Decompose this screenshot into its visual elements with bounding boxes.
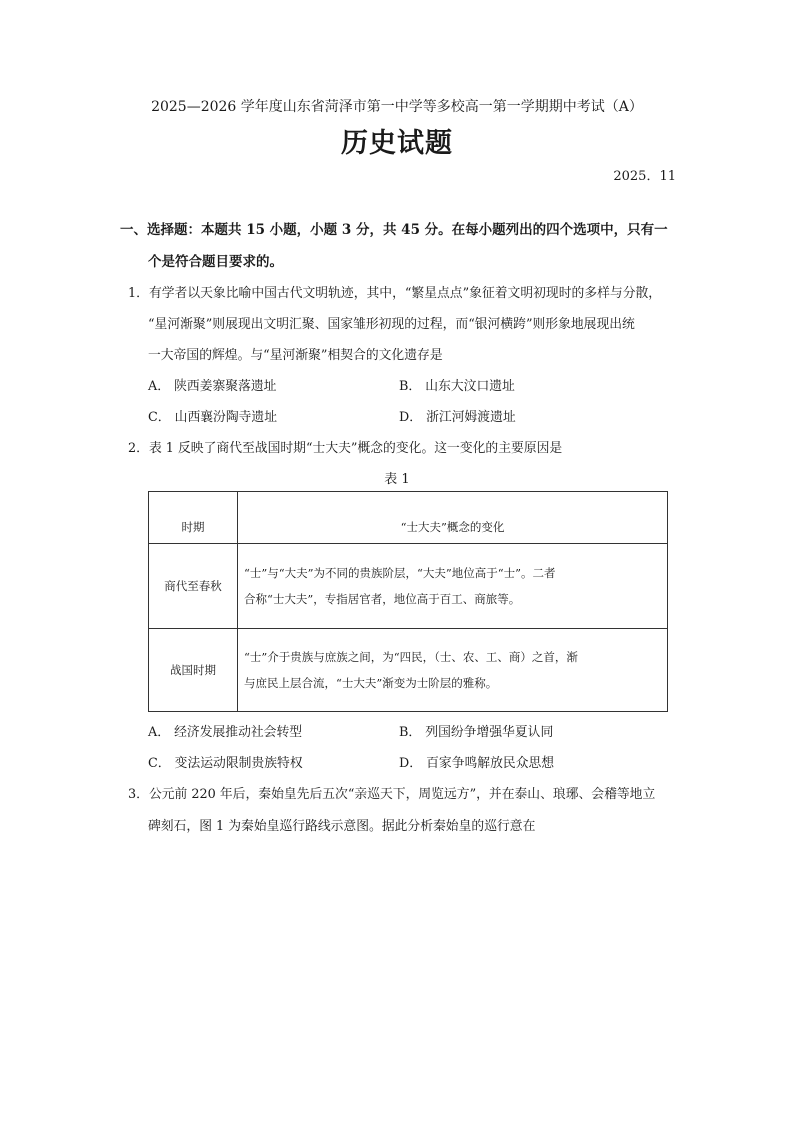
- section-heading-line2: 个是符合题目要求的。: [148, 254, 283, 270]
- question-1-option-c: C． 山西襄汾陶寺遗址: [148, 410, 278, 425]
- table-cell-text-line: 合称“士大夫”，专指居官者，地位高于百工、商旅等。: [244, 592, 521, 606]
- question-2-option-a: A． 经济发展推动社会转型: [148, 725, 303, 740]
- exam-date: 2025．11: [613, 169, 676, 184]
- table-cell-text-line: “士”与“大夫”为不同的贵族阶层，“大夫”地位高于“士”。二者: [244, 566, 556, 580]
- question-2-line1: 2．表 1 反映了商代至战国时期“士大夫”概念的变化。这一变化的主要原因是: [128, 441, 563, 456]
- table-head-period: 时期: [149, 492, 238, 544]
- question-1-line2: “星河渐聚”则展现出文明汇聚、国家雏形初现的过程，而“银河横跨”则形象地展现出统: [148, 317, 635, 332]
- table-header-row: [149, 492, 668, 544]
- question-2-option-b: B． 列国纷争增强华夏认同: [399, 725, 554, 740]
- exam-header: 2025—2026 学年度山东省菏泽市第一中学等多校高一第一学期期中考试（A）: [151, 99, 643, 115]
- question-1-line3: 一大帝国的辉煌。与“星河渐聚”相契合的文化遗存是: [148, 348, 443, 363]
- table-cell-text-line: “士”介于贵族与庶族之间，为“四民，（士、农、工、商）之首，渐: [244, 650, 578, 664]
- question-1-line1: 1．有学者以天象比喻中国古代文明轨迹，其中，“繁星点点”象征着文明初现时的多样与分散，: [128, 286, 662, 301]
- question-1-option-b: B． 山东大汶口遗址: [399, 379, 515, 394]
- table-cell-change: [238, 544, 668, 629]
- question-2-option-d: D． 百家争鸣解放民众思想: [399, 756, 555, 771]
- table-head-change: “士大夫”概念的变化: [238, 492, 668, 544]
- question-1-option-d: D． 浙江河姆渡遗址: [399, 410, 516, 425]
- table-caption: 表 1: [384, 472, 410, 487]
- table-1: [148, 491, 668, 712]
- table-cell-period: 战国时期: [149, 629, 238, 712]
- table-cell-text-line: 与庶民上层合流，“士大夫”渐变为士阶层的雅称。: [244, 676, 498, 690]
- page-title: 历史试题: [341, 128, 453, 159]
- question-2-option-c: C． 变法运动限制贵族特权: [148, 756, 303, 771]
- table-cell-period: 商代至春秋: [149, 544, 238, 629]
- question-3-line1: 3．公元前 220 年后，秦始皇先后五次“亲巡天下，周览远方”，并在泰山、琅琊、会稽等地立: [128, 787, 656, 802]
- question-3-line2: 碑刻石，图 1 为秦始皇巡行路线示意图。据此分析秦始皇的巡行意在: [148, 819, 536, 834]
- question-1-option-a: A． 陕西姜寨聚落遗址: [148, 379, 277, 394]
- table-row: [149, 544, 668, 629]
- section-heading-line1: 一、选择题：本题共 15 小题，小题 3 分，共 45 分。在每小题列出的四个选项中，只有一: [120, 222, 668, 238]
- table-cell-change: [238, 629, 668, 712]
- table-row: [149, 629, 668, 712]
